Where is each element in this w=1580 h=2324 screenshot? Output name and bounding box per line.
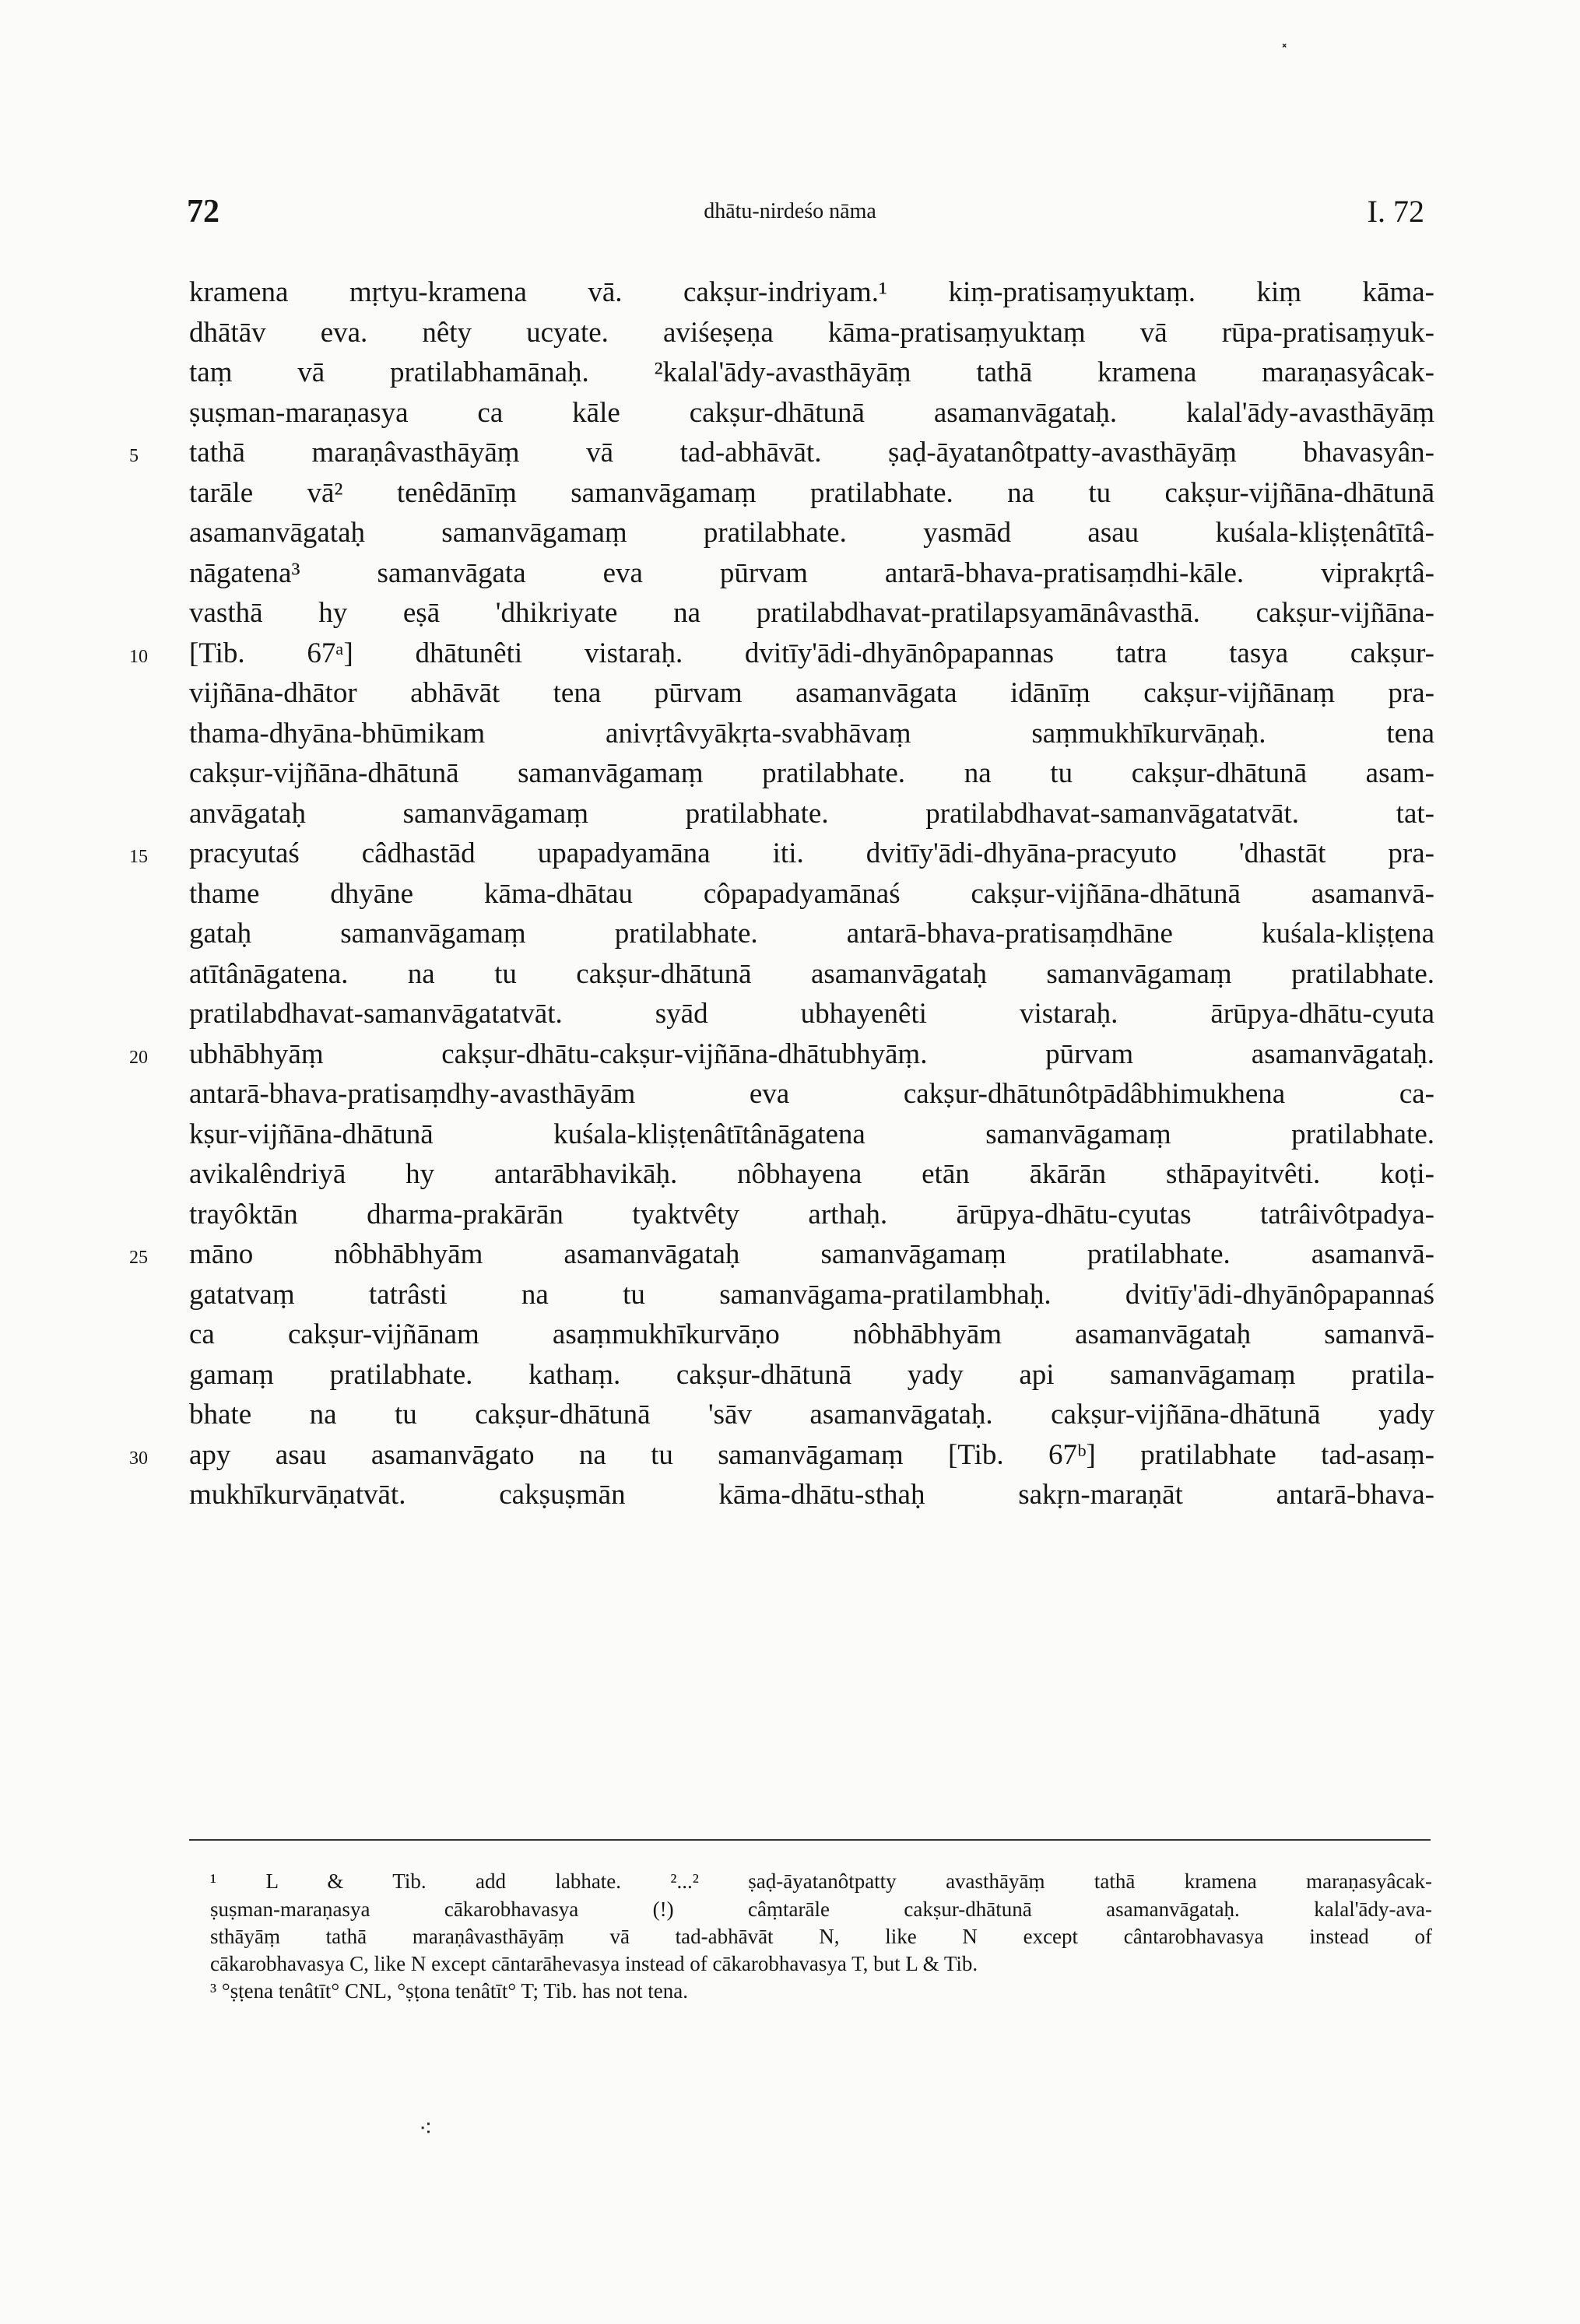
text-line: gataḥ samanvāgamaṃ pratilabhate. antarā-bhava-pratisaṃdhāne kuśala-kliṣṭena (189, 918, 1434, 950)
scan-speck: ⸼ (1283, 22, 1288, 47)
text-line: pratilabdhavat-samanvāgatatvāt. syād ubhayenêti vistaraḥ. ārūpya-dhātu-cyuta (189, 998, 1434, 1030)
running-title: dhātu-nirdeśo nāma (704, 199, 876, 223)
scan-speck: ⁖ (419, 2116, 433, 2142)
text-line: antarā-bhava-pratisaṃdhy-avasthāyām eva cakṣur-dhātunôtpādâbhimukhena ca- (189, 1078, 1434, 1110)
text-line: vasthā hy eṣā 'dhikriyate na pratilabdhavat-pratilapsyamānâvasthā. cakṣur-vijñāna- (189, 597, 1434, 629)
text-line: trayôktān dharma-prakārān tyaktvêty arthaḥ. ārūpya-dhātu-cyutas tatrâivôtpadya- (189, 1198, 1434, 1230)
page-number: 72 (187, 194, 219, 230)
text-line: tarāle vā² tenêdānīṃ samanvāgamaṃ pratilabhate. na tu cakṣur-vijñāna-dhātunā (189, 476, 1434, 509)
text-line: taṃ vā pratilabhamānaḥ. ²kalal'ādy-avasthāyāṃ tathā kramena maraṇasyâcak- (189, 356, 1434, 388)
text-line: vijñāna-dhātor abhāvāt tena pūrvam asamanvāgata idānīṃ cakṣur-vijñānaṃ pra- (189, 677, 1434, 709)
text-line: bhate na tu cakṣur-dhātunā 'sāv asamanvāgataḥ. cakṣur-vijñāna-dhātunā yady (189, 1399, 1434, 1431)
text-line: anvāgataḥ samanvāgamaṃ pratilabhate. pratilabdhavat-samanvāgatatvāt. tat- (189, 797, 1434, 830)
text-line: dhātāv eva. nêty ucyate. aviśeṣeṇa kāma-pratisaṃyuktaṃ vā rūpa-pratisaṃyuk- (189, 316, 1434, 349)
text-line: kramena mṛtyu-kramena vā. cakṣur-indriyam.¹ kiṃ-pratisaṃyuktaṃ. kiṃ kāma- (189, 276, 1434, 308)
text-line: apy asau asamanvāgato na tu samanvāgamaṃ [Tib. 67ᵇ] pratilabhate tad-asaṃ- (189, 1438, 1434, 1471)
text-line: gatatvaṃ tatrâsti na tu samanvāgama-pratilambhaḥ. dvitīy'ādi-dhyānôpapannaś (189, 1278, 1434, 1311)
footnote-line: ṣuṣman-maraṇasya cākarobhavasya (!) câṃtarāle cakṣur-dhātunā asamanvāgataḥ. kalal'ādy-ava- (210, 1897, 1432, 1921)
text-line: ubhābhyāṃ cakṣur-dhātu-cakṣur-vijñāna-dhātubhyāṃ. pūrvam asamanvāgataḥ. (189, 1037, 1434, 1070)
footnote-line: ³ °ṣṭena tenâtīt° CNL, °ṣṭona tenâtīt° T; Tib. has not tena. (210, 1979, 688, 2003)
text-line: [Tib. 67ᵃ] dhātunêti vistaraḥ. dvitīy'ādi-dhyānôpapannas tatra tasya cakṣur- (189, 637, 1434, 669)
line-number: 25 (129, 1248, 148, 1268)
line-number: 5 (129, 446, 139, 466)
text-line: pracyutaś câdhastād upapadyamāna iti. dvitīy'ādi-dhyāna-pracyuto 'dhastāt pra- (189, 837, 1434, 869)
footnote-rule (189, 1839, 1431, 1841)
section-reference: I. 72 (1367, 194, 1424, 229)
line-number: 10 (129, 646, 148, 667)
footnote-line: cākarobhavasya C, like N except cāntarāhevasya instead of cākarobhavasya T, but L & Tib. (210, 1952, 978, 1975)
line-number: 30 (129, 1448, 148, 1469)
text-line: mukhīkurvāṇatvāt. cakṣuṣmān kāma-dhātu-sthaḥ sakṛn-maraṇāt antarā-bhava- (189, 1479, 1434, 1511)
footnote-line: ¹ L & Tib. add labhate. ²...² ṣaḍ-āyatanôtpatty avasthāyāṃ tathā kramena maraṇasyâcak- (210, 1869, 1432, 1893)
text-line: thama-dhyāna-bhūmikam anivṛtâvyākṛta-svabhāvaṃ saṃmukhīkurvāṇaḥ. tena (189, 717, 1434, 750)
text-line: māno nôbhābhyām asamanvāgataḥ samanvāgamaṃ pratilabhate. asamanvā- (189, 1238, 1434, 1270)
text-line: kṣur-vijñāna-dhātunā kuśala-kliṣṭenâtītânāgatena samanvāgamaṃ pratilabhate. (189, 1118, 1434, 1150)
footnote-line: sthāyāṃ tathā maraṇâvasthāyāṃ vā tad-abhāvāt N, like N except cântarobhavasya instead of (210, 1925, 1432, 1948)
line-number: 20 (129, 1047, 148, 1068)
line-number: 15 (129, 847, 148, 867)
text-line: cakṣur-vijñāna-dhātunā samanvāgamaṃ pratilabhate. na tu cakṣur-dhātunā asam- (189, 757, 1434, 789)
text-line: avikalêndriyā hy antarābhavikāḥ. nôbhayena etān ākārān sthāpayitvêti. koṭi- (189, 1158, 1434, 1190)
text-line: nāgatena³ samanvāgata eva pūrvam antarā-bhava-pratisaṃdhi-kāle. viprakṛtâ- (189, 556, 1434, 589)
text-line: ca cakṣur-vijñānam asaṃmukhīkurvāṇo nôbhābhyām asamanvāgataḥ samanvā- (189, 1318, 1434, 1350)
text-line: ṣuṣman-maraṇasya ca kāle cakṣur-dhātunā asamanvāgataḥ. kalal'ādy-avasthāyāṃ (189, 396, 1434, 429)
text-line: thame dhyāne kāma-dhātau côpapadyamānaś cakṣur-vijñāna-dhātunā asamanvā- (189, 877, 1434, 910)
text-line: tathā maraṇâvasthāyāṃ vā tad-abhāvāt. ṣaḍ-āyatanôtpatty-avasthāyāṃ bhavasyân- (189, 437, 1434, 469)
text-line: asamanvāgataḥ samanvāgamaṃ pratilabhate. yasmād asau kuśala-kliṣṭenâtītâ- (189, 517, 1434, 549)
text-line: atītânāgatena. na tu cakṣur-dhātunā asamanvāgataḥ samanvāgamaṃ pratilabhate. (189, 957, 1434, 990)
text-line: gamaṃ pratilabhate. kathaṃ. cakṣur-dhātunā yady api samanvāgamaṃ pratila- (189, 1358, 1434, 1391)
